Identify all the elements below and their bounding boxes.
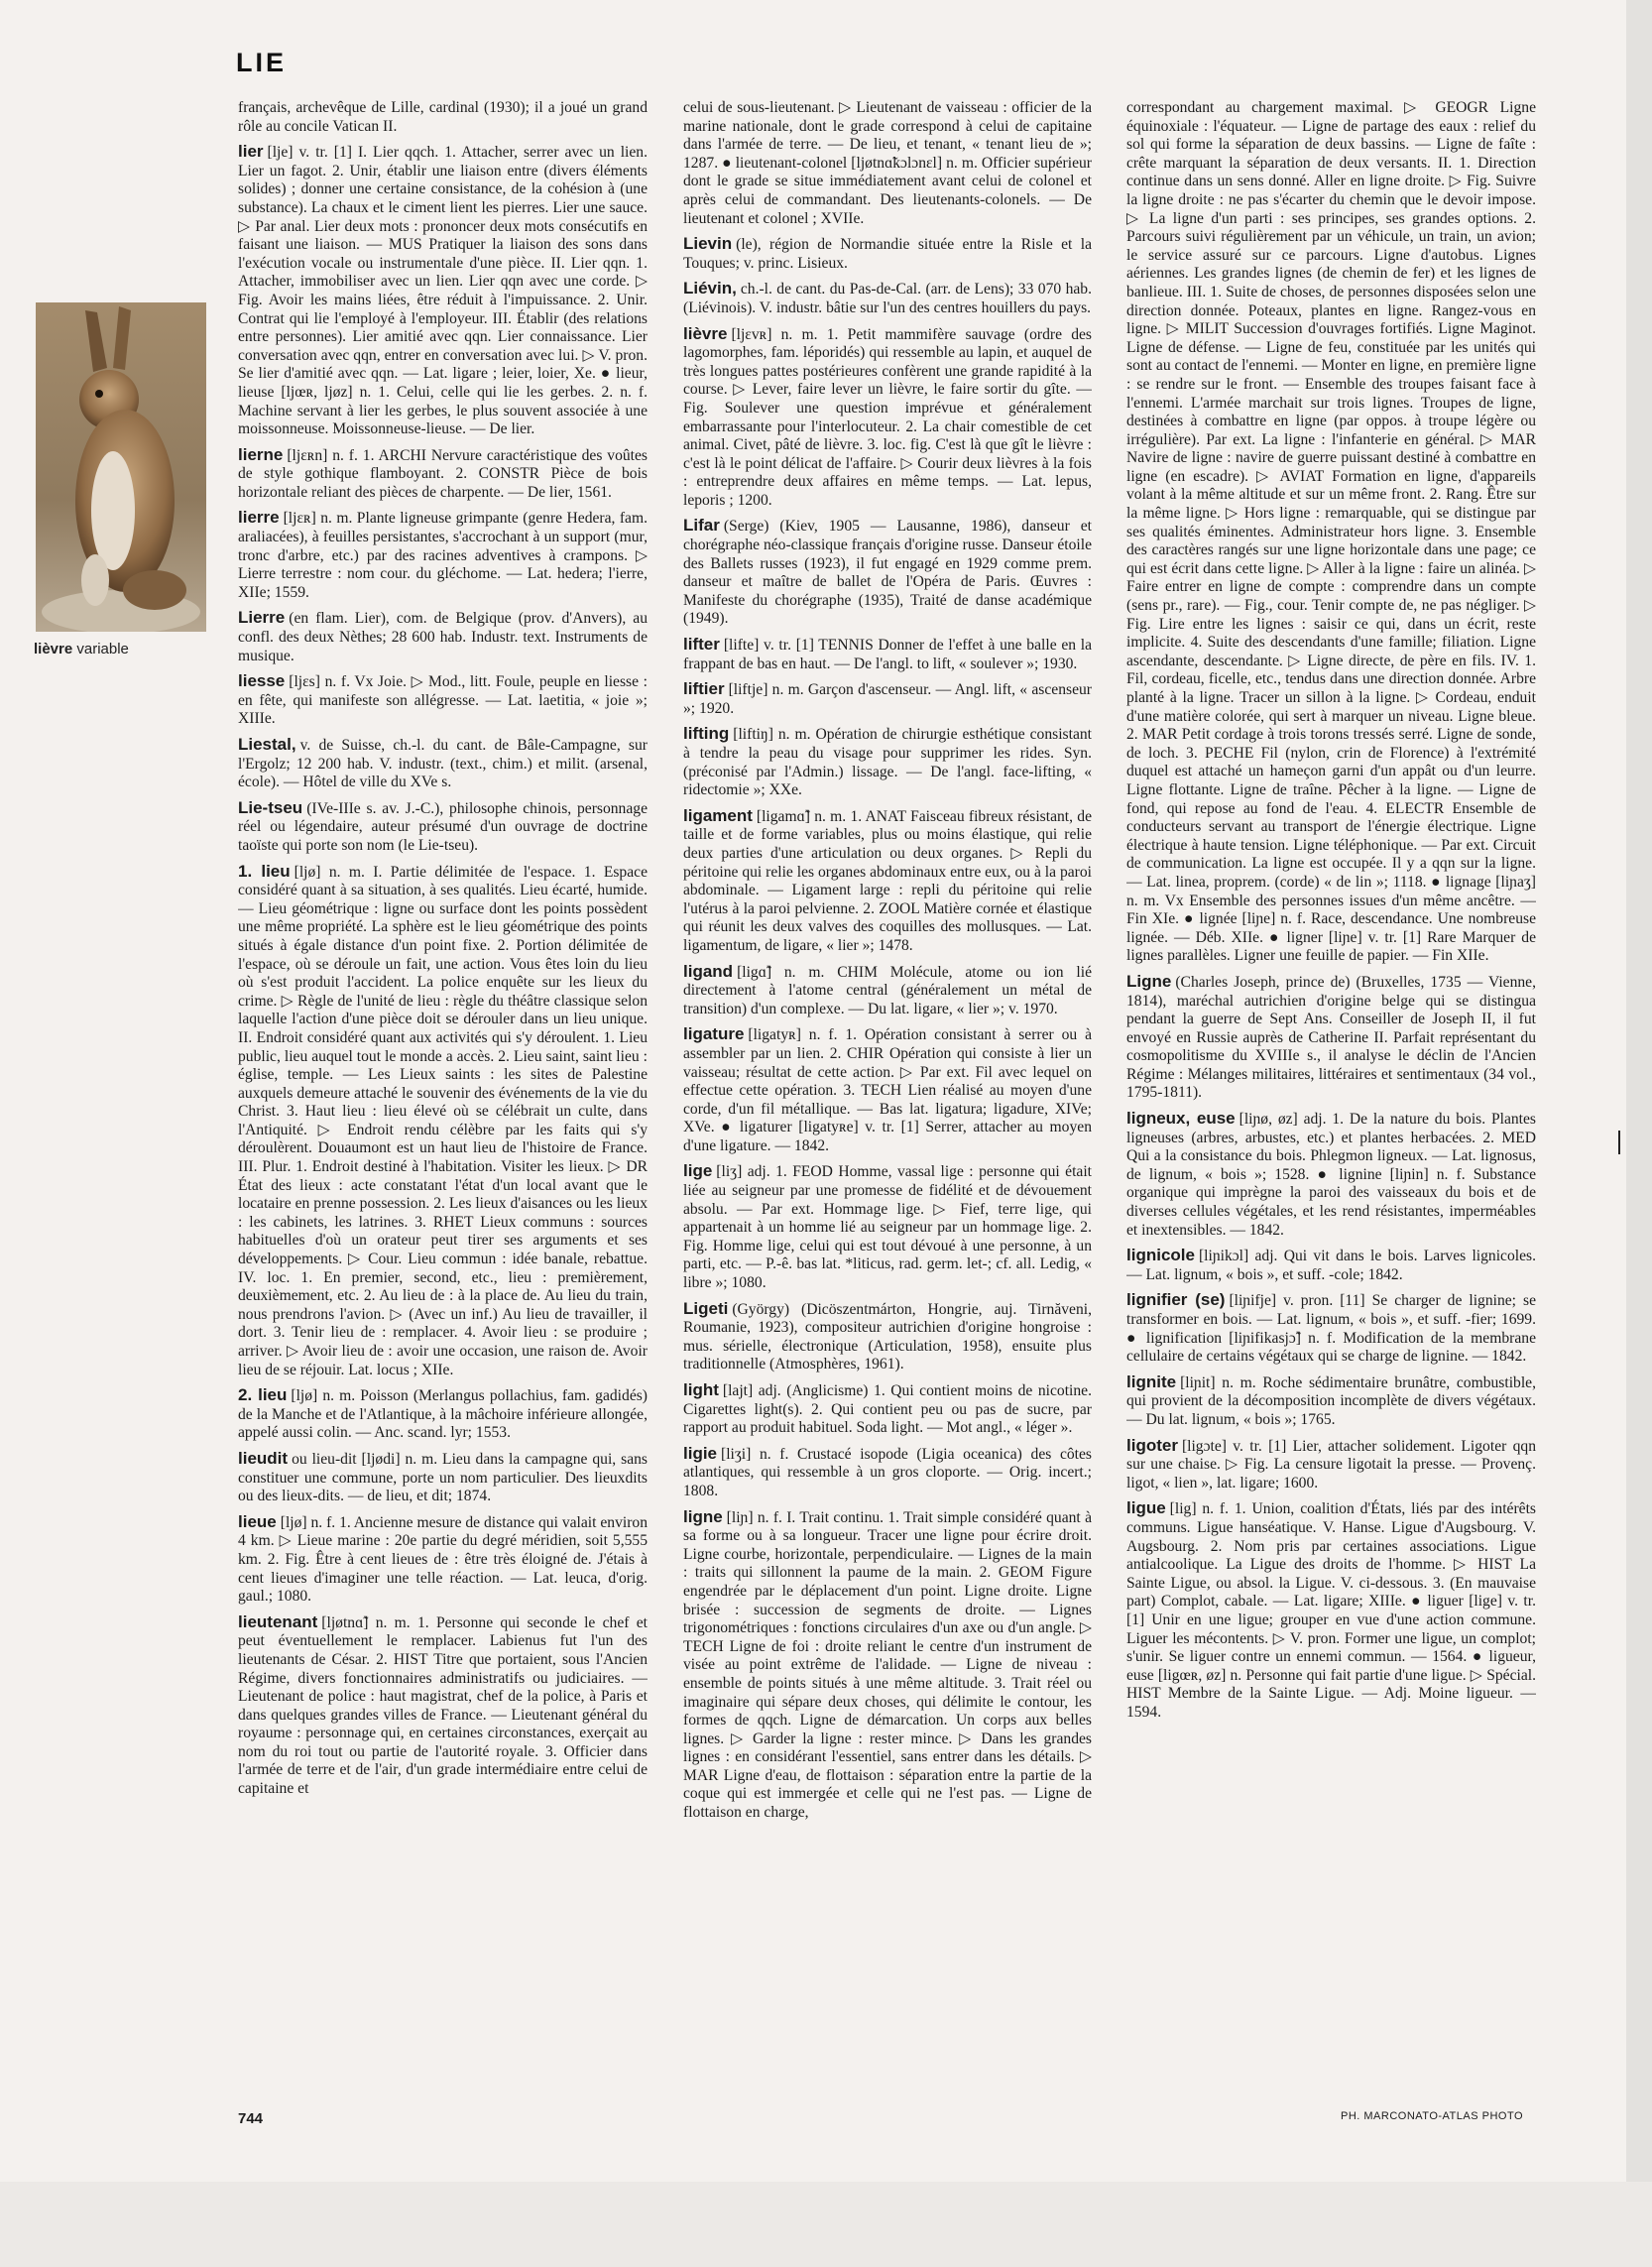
column-2	[683, 99, 1092, 2122]
dictionary-entry	[683, 1445, 1092, 1501]
headword: Ligne	[1126, 971, 1172, 991]
dictionary-entry	[238, 863, 648, 1380]
dictionary-entry	[1126, 1373, 1536, 1430]
headword: lignicole	[1126, 1246, 1195, 1265]
column-3	[1126, 99, 1536, 2122]
definition: (le), région de Normandie située entre la Risle et la Touques; v. princ. Lisieux.	[683, 236, 1092, 272]
definition: [lig] n. f. 1. Union, coalition d'États, liés par des intérêts communs. Ligue hanséatique. V. Hanse. Ligue d'Augsbourg. V. Augsbourg. 2. Nom pris par certaines associations. Ligue antialcoolique. La Ligue des droits de l'homme. ▷ HIST La Sainte Ligue, ou absol. la Ligue. V. ci-dessous. 3. (En mauvaise part) Complot, cabale. — Lat. ligare; XIIIe. ● liguer [lige] v. tr. [1] Unir en une ligue; grouper en vue d'une action commune. Liguer les mécontents. ▷ V. pron. Former une ligue, un complot; s'unir. Se liguer contre un ennemi commun. — 1564. ● ligueur, euse [ligœʀ, øz] n. Personne qui fait partie d'une ligue. ▷ Spécial. HIST Membre de la Sainte Ligue. — Adj. Moine ligueur. — 1594.	[1126, 1500, 1536, 1721]
dictionary-entry	[1126, 1110, 1536, 1240]
definition: [ljø] n. m. Poisson (Merlangus pollachius, fam. gadidés) de la Manche et de l'Atlantique, à la mâchoire inférieure allongée, appelé aussi colin. — Anc. scand. lyr; 1553.	[238, 1387, 648, 1442]
headword: light	[683, 1380, 719, 1399]
definition: [ljɛvʀ] n. m. 1. Petit mammifère sauvage (ordre des lagomorphes, fam. léporidés) qui ressemble au lapin, et auquel de très longues pattes postérieures confèrent une grande rapidité à la course. ▷ Lever, faire lever un lièvre, le faire sortir du gîte. — Fig. Soulever une question imprévue et généralement embarrassante pour l'interlocuteur. 2. La chair comestible de cet animal. Civet, pâté de lièvre. 3. loc. fig. C'est là que gît le lièvre : c'est là le point délicat de l'affaire. ▷ Courir deux lièvres à la fois : entreprendre deux affaires en même temps. — Lat. lepus, leporis ; 1200.	[683, 325, 1092, 509]
headword: ligoter	[1126, 1435, 1178, 1455]
headword: lige	[683, 1161, 713, 1181]
definition: [ligatyʀ] n. f. 1. Opération consistant à serrer ou à assembler par un lien. 2. CHIR Opération qui consiste à lier un vaisseau; résultat de cette action. ▷ Par ext. Fil avec lequel on effectue cette opération. 3. TECH Lien réalisé au moyen d'une corde, d'un fil métallique. — Bas lat. ligatura; ligadure, XIVe; XVe. ● ligaturer [ligatyʀe] v. tr. [1] Serrer, attacher au moyen d'une ligature. — 1842.	[683, 1026, 1092, 1154]
definition: (en flam. Lier), com. de Belgique (prov. d'Anvers), au confl. des deux Nèthes; 28 600 hab. Industr. text. Instruments de musique.	[238, 610, 648, 664]
dictionary-entry	[683, 517, 1092, 629]
definition: [ljɛs] n. f. Vx Joie. ▷ Mod., litt. Foule, peuple en liesse : en fête, qui manifeste son allégresse. — Lat. laetitia, « joie »; XIIIe.	[238, 673, 648, 728]
dictionary-entry	[238, 1450, 648, 1506]
headword: 2. lieu	[238, 1385, 288, 1405]
dictionary-entry	[238, 609, 648, 665]
headword: ligie	[683, 1443, 718, 1463]
definition: ch.-l. de cant. du Pas-de-Cal. (arr. de Lens); 33 070 hab. (Liévinois). V. industr. bâtie sur l'un des centres houillers du pays.	[683, 281, 1092, 316]
dictionary-entry	[683, 963, 1092, 1019]
definition: [ljɛʀ] n. m. Plante ligneuse grimpante (genre Hedera, fam. araliacées), à feuilles persistantes, s'accrochant à un support (mur, tronc d'arbre, etc.) par des racines adventives à crampons. ▷ Lierre terrestre : nom cour. du gléchome. — Lat. hedera; l'ierre, XIIe; 1559.	[238, 510, 648, 601]
hare-photo	[36, 302, 206, 632]
definition: [liftiŋ] n. m. Opération de chirurgie esthétique consistant à tendre la peau du visage pour supprimer les rides. Syn. (préconisé par l'Admin.) lissage. — De l'angl. face-lifting, « ridectomie »; XXe.	[683, 726, 1092, 799]
definition: v. de Suisse, ch.-l. du cant. de Bâle-Campagne, sur l'Ergolz; 12 200 hab. V. industr. (text., chim.) et milit. (arsenal, école). — Hôtel de ville du XVe s.	[238, 737, 648, 791]
dictionary-entry	[1126, 1291, 1536, 1366]
page-number: 744	[238, 2110, 264, 2127]
definition: [ligamɑ̃] n. m. 1. ANAT Faisceau fibreux résistant, de taille et de forme variables, plus ou moins élastique, qui relie deux parties d'une articulation ou deux organes. ▷ Repli du péritoine qui relie les organes abdominaux entre eux, ou à la paroi abdominale. — Ligament large : repli du péritoine qui relie l'utérus à la paroi pelvienne. 2. ZOOL Matière cornée et élastique qui réunit les deux valves des coquilles des mollusques. — Lat. ligamentum, de ligare, « lier »; 1478.	[683, 807, 1092, 954]
definition: [liɲø, øz] adj. 1. De la nature du bois. Plantes ligneuses (arbres, arbustes, etc.) et plantes herbacées. 2. MED Qui a la consistance du bois. Phlegmon ligneux. — Lat. lignosus, de lignum, « bois »; 1528. ● lignine [liɲin] n. f. Substance organique qui imprègne la paroi des vaisseaux du bois et de diverses cellules végétales, et les rend résistantes, imperméables et inextensibles. — 1842.	[1126, 1111, 1536, 1239]
headword: Ligeti	[683, 1298, 729, 1318]
headword: Liestal,	[238, 735, 296, 754]
dictionary-entry	[683, 1162, 1092, 1292]
headword: lier	[238, 142, 264, 162]
headword: 1. lieu	[238, 861, 291, 881]
figure-caption	[34, 641, 129, 657]
definition: [liʒ] adj. 1. FEOD Homme, vassal lige : personne qui était liée au seigneur par une promesse de fidélité et de dévouement absolu. — Par ext. Hommage lige. ▷ Fief, terre lige, qui appartenait à un homme lié au seigneur par un hommage lige. 2. Fig. Homme lige, celui qui est tout dévoué à une personne, à un parti, etc. — P.-ê. bas lat. *liticus, rad. germ. let-; cf. all. Ledig, « libre »; 1080.	[683, 1163, 1092, 1292]
definition: [ljø] n. m. I. Partie délimitée de l'espace. 1. Espace considéré quant à sa situation, à ses qualités. Lieu écarté, humide. — Lieu géométrique : ligne ou surface dont les points possèdent une même propriété. La sphère est le lieu géométrique des points situés à égale distance d'un point fixe. 2. Portion délimitée de l'espace, où se déroule un fait, une action. Vous êtes loin du lieu où s'est produit l'accident. La police enquête sur les lieux du crime. ▷ Règle de l'unité de lieu : règle du théâtre classique selon laquelle l'action d'une pièce doit se dérouler dans un lieu unique. II. Endroit considéré quant aux activités qui s'y déroulent. 1. Lieu public, lieu auquel tout le monde a accès. 2. Lieu saint, saint lieu : église, temple. — Les Lieux saints : les sites de Palestine auxquels demeure attaché le souvenir des événements de la vie du Christ. 3. Haut lieu : lieu élevé où se célébrait un culte, dans l'Antiquité. ▷ Endroit rendu célèbre par les faits qui s'y déroulèrent. Douaumont est un haut lieu de l'histoire de France. III. Plur. 1. Endroit destiné à l'habitation. Visiter les lieux. ▷ DR État des lieux : acte constatant l'état d'un local avant que le locataire en prenne possession. 2. Les lieux d'aisances ou les lieux : les cabinets, les latrines. 3. RHET Lieux communs : sources habituelles d'où un orateur peut tirer ses arguments et ses développements. ▷ Cour. Lieu commun : idée banale, rebattue. IV. loc. 1. En premier, second, etc., lieu : premièrement, deuxièmement, etc. 2. Au lieu de : à la place de. Au lieu du train, nous prendrons l'avion. ▷ (Avec un inf.) Au lieu de travailler, il dort. 3. Tenir lieu de : remplacer. 4. Avoir lieu : se produire ; arriver. ▷ Avoir lieu de : avoir une occasion, une raison de. Avoir lieu de se réjouir. Lat. locus ; XIIe.	[238, 863, 648, 1378]
definition: correspondant au chargement maximal. ▷ GEOGR Ligne équinoxiale : l'équateur. — Ligne de partage des eaux : relief du sol qui forme la séparation de deux bassins. — Ligne de faîte : crête marquant la séparation de deux versants. II. 1. Direction continue dans un sens donné. Aller en ligne droite. ▷ Fig. Suivre la ligne droite : ne pas s'écarter du chemin que le devoir impose. ▷ La ligne d'un parti : ses principes, ses grandes options. 2. Parcours suivi régulièrement par un véhicule, un train, un avion; le service assuré sur ce parcours. Ligne d'autobus. Lignes aériennes. Les grandes lignes (de chemin de fer) et les lignes de banlieue. III. 1. Suite de choses, de personnes disposées selon une direction donnée. Poteaux, plantes en ligne. Rangez-vous en ligne. ▷ MILIT Succession d'ouvrages fortifiés. Ligne Maginot. Ligne de défense. — Ligne de feu, constituée par les unités qui sont au contact de l'ennemi. — Monter en ligne, en première ligne : se rendre sur le front. — Ensemble des troupes faisant face à l'ennemi. L'armée marchait sur trois lignes. Troupes de ligne, destinées à combattre en ligne (par oppos. à troupe légère ou irrégulière). Par ext. La ligne : l'infanterie en général. ▷ MAR Navire de ligne : navire de guerre puissant destiné à combattre en ligne (en escadre). ▷ AVIAT Formation en ligne, d'appareils volant à la même altitude et sur un même front. 2. Rang. Être sur la même ligne. ▷ Hors ligne : remarquable, qui se distingue par ses qualités éminentes. Administrateur hors ligne. 3. Ensemble des caractères rangés sur une ligne horizontale dans une page; ce qui est écrit dans cette ligne. ▷ Aller à la ligne : faire un alinéa. ▷ Faire entrer en ligne de compte : comprendre dans un compte (sens pr., rare). — Fig., cour. Tenir compte de, ne pas négliger. ▷ Fig. Lire entre les lignes : saisir ce qui, dans un écrit, reste implicite. 4. Suite des descendants d'une famille; filiation. Ligne ascendante, descendante. ▷ Ligne directe, de père en fils. IV. 1. Fil, cordeau, ficelle, etc., tendus dans une direction donnée. Arbre planté à la ligne. Tracer un sillon à la ligne. ▷ Cordeau, enduit d'une matière colorée, qui sert à marquer un niveau. Ligne bleue. 2. MAR Petit cordage à trois torons tressés serré. Ligne de sonde, de loch. 3. PECHE Fil (nylon, crin de Florence) à l'extrémité duquel est attaché un hameçon garni d'un appât ou d'un leurre. Ligne flottante. Ligne de traîne. Pêcher à la ligne. — Ligne de fond, qui repose au fond de l'eau. 4. ELECTR Ensemble de conducteurs servant au transport de l'énergie électrique. Ligne électrique à haute tension. Ligne téléphonique. — Par ext. Circuit de communication. La ligne est occupée. Il y a qqn sur la ligne. — Lat. linea, proprem. (corde) « de lin »; 1118. ● lignage [liɲaʒ] n. m. Vx Ensemble des personnes issues d'un même ancêtre. — Fin XIe. ● lignée [liɲe] n. f. Race, descendance. Une nombreuse lignée. — Déb. XIIe. ● ligner [liɲe] v. tr. [1] Rare Marquer de lignes parallèles. Ligner une feuille de papier. — Fin XIIe.	[1126, 99, 1536, 965]
dictionary-entry	[683, 725, 1092, 799]
headword: ligament	[683, 805, 753, 825]
dictionary-entry	[683, 1300, 1092, 1374]
headword: ligne	[683, 1506, 723, 1526]
definition: [liɲifje] v. pron. [11] Se charger de lignine; se transformer en bois. — Lat. lignum, « bois », et suff. -fier; 1699. ● lignification [liɲifikasjɔ̃] n. f. Modification de la membrane cellulaire de certains végétaux qui se charge de lignine. — 1842.	[1126, 1292, 1536, 1366]
dictionary-entry	[683, 1508, 1092, 1823]
dictionary-entry	[683, 280, 1092, 317]
headword: lieudit	[238, 1448, 289, 1468]
caption-rest: variable	[76, 641, 129, 657]
definition: ou lieu-dit [ljødi] n. m. Lieu dans la campagne qui, sans constituer une commune, porte un nom particulier. Des lieuxdits ou des lieux-dits. — de lieu, et dit; 1874.	[238, 1450, 648, 1505]
definition: [ljøtnɑ̃] n. m. 1. Personne qui seconde le chef et peut éventuellement le remplacer. Labienus fut l'un des lieutenants de César. 2. HIST Titre que portaient, sous l'Ancien Régime, divers fonctionnaires administratifs ou judiciaires. — Lieutenant de police : haut magistrat, chef de la police, à Paris et dans quelques grandes villes de France. — Lieutenant général du royaume : personnage qui, en certaines circonstances, exerçait au nom du roi tout ou partie de l'autorité royale. 3. Officier dans l'armée de terre et de l'air, d'un grade intermédiaire entre celui de capitaine et	[238, 1613, 648, 1798]
dictionary-entry	[683, 1025, 1092, 1155]
caption-term: lièvre	[34, 641, 73, 657]
headword: lierne	[238, 444, 284, 464]
dictionary-entry	[238, 1386, 648, 1443]
dictionary-entry	[683, 807, 1092, 956]
headword: liftier	[683, 679, 725, 699]
dictionary-entry	[238, 672, 648, 729]
definition: [lifte] v. tr. [1] TENNIS Donner de l'effet à une balle en la frappant de bas en haut. — De l'angl. to lift, « soulever »; 1930.	[683, 637, 1092, 672]
dictionary-entry	[1126, 1247, 1536, 1284]
headword: lierre	[238, 508, 280, 528]
definition: (Charles Joseph, prince de) (Bruxelles, 1735 — Vienne, 1814), maréchal autrichien d'origine belge qui se distingua pendant la guerre de Sept Ans. Conseiller de Joseph II, il fut envoyé en Russie auprès de Catherine II. Parfait représentant du cosmopolitisme du XVIIIe s., il analyse le déclin de l'Ancien Régime : Mélanges militaires, littéraires et sentimentaux (34 vol., 1795-1811).	[1126, 973, 1536, 1102]
headword: Lifar	[683, 516, 720, 536]
dictionary-entry	[238, 799, 648, 856]
definition: (György) (Dicöszentmárton, Hongrie, auj. Tirnăveni, Roumanie, 1923), compositeur autrichien d'origine hongroise : mus. sérielle, électronique (Articulation, 1958), ensuite plus traditionnelle (Atmosphères, 1961).	[683, 1300, 1092, 1373]
dictionary-entry	[683, 235, 1092, 273]
headword: liesse	[238, 671, 286, 691]
definition: [liɲikɔl] adj. Qui vit dans le bois. Larves lignicoles. — Lat. lignum, « bois », et suff. -cole; 1842.	[1126, 1248, 1536, 1283]
headword: Lierre	[238, 608, 286, 628]
headword: ligneux, euse	[1126, 1109, 1236, 1129]
definition: [liɲit] n. m. Roche sédimentaire brunâtre, combustible, qui provient de la décomposition incomplète de divers végétaux. — Du lat. lignum, « bois »; 1765.	[1126, 1373, 1536, 1428]
dictionary-entry	[238, 1513, 648, 1607]
dictionary-entry	[238, 509, 648, 602]
dictionary-entry	[238, 99, 648, 136]
definition: [lje] v. tr. [1] I. Lier qqch. 1. Attacher, serrer avec un lien. Lier un fagot. 2. Unir, établir une liaison entre (divers éléments solides) ; donner une certaine consistance, de la cohésion à (une substance). La chaux et le ciment lient les pierres. Lier une sauce. ▷ Par anal. Lier deux mots : prononcer deux mots consécutifs en faisant une liaison. — MUS Pratiquer la liaison des sons dans l'exécution vocale ou instrumentale d'une pièce. II. Lier qqn. 1. Attacher, immobiliser avec un lien. Lier qqn avec une corde. ▷ Fig. Avoir les mains liées, être réduit à l'impuissance. 2. Unir. Contrat qui lie l'employé à l'employeur. III. Établir (des relations entre personnes). Lier amitié avec qqn. Lier connaissance. Lier conversation avec qqn, entrer en conversation avec lui. ▷ V. pron. Se lier d'amitié avec qqn. — Lat. ligare ; leier, loier, Xe. ● lieur, lieuse [ljœʀ, ljøz] n. 1. Celui, celle qui lie les gerbes. 2. n. f. Machine servant à lier les gerbes, le plus souvent associée à une moissonneuse. Moissonneuse-lieuse. — De lier.	[238, 144, 648, 438]
dictionary-entry	[238, 143, 648, 439]
headword: Lie-tseu	[238, 797, 303, 817]
dictionary-entry	[238, 736, 648, 792]
definition: [lajt] adj. (Anglicisme) 1. Qui contient moins de nicotine. Cigarettes light(s). 2. Qui contient peu ou pas de sucre, par rapport au produit habituel. Soda light. — Mot angl., « léger ».	[683, 1382, 1092, 1437]
dictionary-entry	[238, 446, 648, 503]
headword: ligature	[683, 1024, 745, 1044]
dictionary-entry	[1126, 973, 1536, 1103]
dictionary-entry	[683, 1381, 1092, 1438]
definition: [ljø] n. f. 1. Ancienne mesure de distance qui valait environ 4 km. ▷ Lieue marine : 20e partie du degré méridien, soit 5,555 km. 2. Fig. Être à cent lieues de : être très éloigné de. J'étais à cent lieues d'imaginer une telle réaction. — Lat. leuca, d'orig. gaul.; 1080.	[238, 1513, 648, 1606]
definition: [ligɔte] v. tr. [1] Lier, attacher solidement. Ligoter qqn sur une chaise. ▷ Fig. La censure ligotait la presse. — Provenç. ligot, « lien », lat. ligare; 1600.	[1126, 1437, 1536, 1491]
photo-credit: PH. MARCONATO-ATLAS PHOTO	[1341, 2110, 1524, 2122]
headword: lignifier (se)	[1126, 1290, 1226, 1310]
definition: (Serge) (Kiev, 1905 — Lausanne, 1986), danseur et chorégraphe néo-classique français d'origine russe. Danseur étoile des Ballets russes (1923), il fut engagé en 1929 comme prem. danseur et maître de ballet de l'Opéra de Paris. Œuvres : Manifeste du chorégraphe (1935), Traité de danse académique (1949).	[683, 518, 1092, 628]
dictionary-entry	[683, 99, 1092, 228]
headword: Lievin	[683, 234, 733, 254]
dictionary-entry	[1126, 99, 1536, 966]
headword: Liévin,	[683, 279, 737, 298]
headword: lieue	[238, 1511, 277, 1531]
headword: lignite	[1126, 1372, 1177, 1391]
headword: lifter	[683, 635, 720, 655]
dictionary-entry	[238, 1613, 648, 1799]
definition: [ljɛʀn] n. f. 1. ARCHI Nervure caractéristique des voûtes de style gothique flamboyant. 2. CONSTR Pièce de bois horizontale reliant des pièces de charpente. — De lier, 1561.	[238, 446, 648, 501]
headword: ligue	[1126, 1498, 1166, 1518]
dictionary-entry	[683, 325, 1092, 511]
column-1	[238, 99, 648, 2122]
definition: français, archevêque de Lille, cardinal (1930); il a joué un grand rôle au concile Vatican II.	[238, 99, 648, 135]
definition: [ligɑ̃] n. m. CHIM Molécule, atome ou ion lié directement à l'atome central (généralement un métal de transition) d'un complexe. — Du lat. ligare, « lier »; v. 1970.	[683, 963, 1092, 1017]
definition: (IVe-IIIe s. av. J.-C.), philosophe chinois, personnage réel ou légendaire, auteur présumé d'un ouvrage de doctrine taoïste qui porte son nom (le Lie-tseu).	[238, 799, 648, 854]
headword: lieutenant	[238, 1611, 318, 1631]
headword: ligand	[683, 961, 734, 981]
dictionary-entry	[1126, 1437, 1536, 1493]
headword: lifting	[683, 724, 730, 744]
definition: [liɲ] n. f. I. Trait continu. 1. Trait simple considéré quant à sa forme ou à sa longueur. Tracer une ligne pour écrire droit. Ligne courbe, horizontale, perpendiculaire. — Lignes de la main : traits qui sillonnent la paume de la main. 2. GEOM Figure engendrée par le déplacement d'un point. Ligne droite. Ligne brisée : succession de segments de droite. — Lignes trigonométriques : fonctions circulaires d'un axe ou d'un angle. ▷ TECH Ligne de foi : droite reliant le centre d'un instrument de visée au point extrême de l'alidade. — Ligne de niveau : ensemble de points situés à une même altitude. 3. Trait réel ou imaginaire qui sépare deux choses, qui délimite le contour, les formes de qqch. Ligne de démarcation. Un corps aux belles lignes. ▷ Garder la ligne : rester mince. ▷ Dans les grandes lignes : en considérant l'essentiel, sans entrer dans les détails. ▷ MAR Ligne d'eau, de flottaison : séparation entre la partie de la coque qui est immergée et celle qui ne l'est pas. — Ligne de flottaison en charge,	[683, 1508, 1092, 1822]
scan-mark	[1618, 1131, 1620, 1154]
definition: [liʒi] n. f. Crustacé isopode (Ligia oceanica) des côtes atlantiques, qui ressemble à un gros cloporte. — Orig. incert.; 1808.	[683, 1445, 1092, 1499]
running-head: LIE	[236, 48, 288, 77]
definition: celui de sous-lieutenant. ▷ Lieutenant de vaisseau : officier de la marine nationale, dont le grade correspond à celui de capitaine dans l'armée de terre. — De lieu, et tenant, « tenant lieu de »; 1287. ● lieutenant-colonel [ljøtnɑ̃kɔlɔnɛl] n. m. Officier supérieur dont le grade se situe immédiatement avant celui de colonel et après celui de commandant. Des lieutenants-colonels. — De lieutenant et colonel ; XVIIe.	[683, 99, 1092, 227]
dictionary-entry	[683, 636, 1092, 673]
scan-margin-right	[1626, 0, 1652, 2267]
dictionary-entry	[683, 680, 1092, 718]
scan-margin-bottom	[0, 2182, 1652, 2267]
definition: [liftje] n. m. Garçon d'ascenseur. — Angl. lift, « ascenseur »; 1920.	[683, 681, 1092, 717]
headword: lièvre	[683, 323, 728, 343]
dictionary-entry	[1126, 1499, 1536, 1722]
